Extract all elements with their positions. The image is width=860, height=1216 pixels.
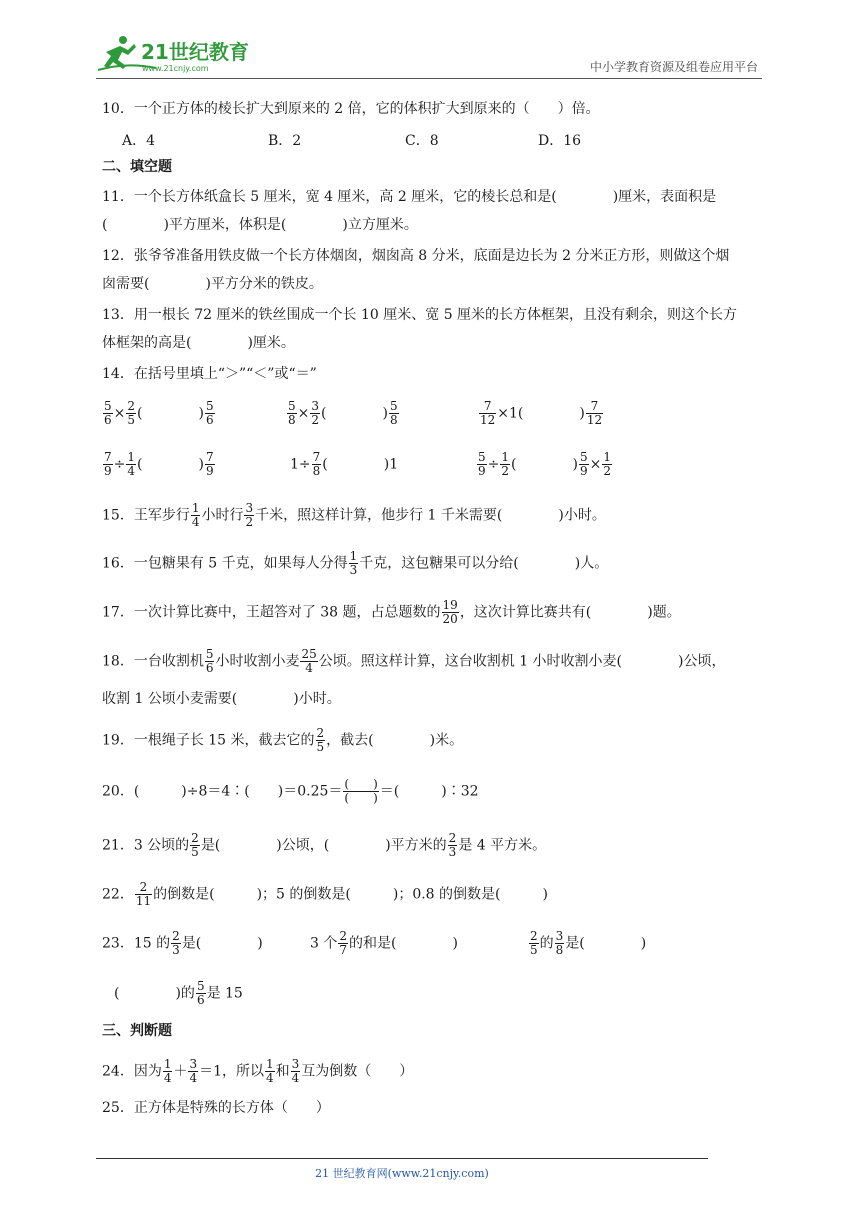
answer-blank[interactable]: ( ) [511,456,578,473]
logo-url: www.21cnjy.com [142,64,209,73]
answer-blank[interactable]: ( ) [137,405,204,422]
question-13-line2: 体框架的高是( )厘米。 [102,335,295,351]
question-22: 22． $\frac{2}{11}$ 的倒数是( )；5 的倒数是( )；0.8 的倒数是( ) [102,880,548,908]
question-18-line1: 18．一台收割机 $\frac{5}{6}$ 小时收割小麦 $\frac{25}{4}$ 公顷。照这样计算，这台收割机 1 小时收割小麦( )公顷， [102,647,726,675]
fraction: $\frac{2}{5}$ [316,726,325,754]
fraction: $\frac{7}{9}$ [205,450,214,478]
footer-divider [96,1158,708,1159]
question-25: 25．正方体是特殊的长方体（ ） [102,1100,330,1116]
fraction: $\frac{5}{8}$ [389,399,398,427]
fraction: $\frac{3}{4}$ [291,1057,300,1085]
q10-option-d: D．16 [538,133,582,149]
fraction: $\frac{7}{12}$ [586,399,603,427]
question-23-part1: 23．15 的 $\frac{2}{3}$ 是( ) [102,929,263,957]
question-24: 24．因为 $\frac{1}{4}$ ＋ $\frac{3}{4}$ ＝1，所以 $\frac{1}{4}$ 和 $\frac{3}{4}$ 互为倒数（ ） [102,1057,414,1085]
question-23-part2: 3 个 $\frac{2}{7}$ 的和是( ) [310,929,458,957]
fraction: $\frac{7}{9}$ [104,450,112,478]
question-18-line2: 收割 1 公顷小麦需要( )小时。 [102,691,341,707]
question-13-line1: 13．用一根长 72 厘米的铁丝围成一个长 10 厘米、宽 5 厘米的长方体框架，且没有剩余，则这个长方 [102,307,738,323]
question-16: 16．一包糖果有 5 千克，如果每人分得 $\frac{1}{3}$ 千克，这包糖果可以分给( )人。 [102,549,609,577]
fraction: $\frac{1}{3}$ [349,549,358,577]
question-20: 20．( )÷8＝4∶( )＝0.25＝ $\frac{( )}{( )}$ ＝( )∶32 [102,777,479,805]
question-10: 10．一个正方体的棱长扩大到原来的 2 倍，它的体积扩大到原来的（ ）倍。 [102,101,600,117]
fraction: $\frac{5}{6}$ [205,647,214,675]
question-19: 19．一根绳子长 15 米，截去它的 $\frac{2}{5}$ ，截去( )米。 [102,726,464,754]
question-23-part3: $\frac{2}{5}$ 的 $\frac{3}{8}$ 是( ) [530,929,647,957]
answer-blank[interactable]: ( ) [517,405,585,422]
q10-option-c: C．8 [405,133,439,149]
answer-blank[interactable]: ( ) [137,456,204,473]
fraction: $\frac{5}{6}$ [205,399,214,427]
q14-compare-5: 1÷ $\frac{7}{8}$ ( )1 [290,450,399,478]
fraction: $\frac{1}{2}$ [603,450,611,478]
fraction: $\frac{2}{5}$ [191,831,199,859]
fraction: $\frac{1}{2}$ [501,450,510,478]
fraction: $\frac{2}{11}$ [135,880,152,908]
fraction: $\frac{5}{6}$ [104,399,112,427]
fraction: $\frac{2}{5}$ [127,399,136,427]
page-header [96,32,762,79]
answer-blank[interactable]: ( ) [322,456,390,473]
answer-blank[interactable]: ( ) [321,405,388,422]
fraction: $\frac{1}{4}$ [191,501,200,529]
fraction: $\frac{5}{9}$ [579,450,588,478]
question-11-line2: ( )平方厘米，体积是( )立方厘米。 [102,217,418,233]
q10-option-a: A．4 [122,133,156,149]
question-12-line2: 囱需要( )平方分米的铁皮。 [102,276,323,292]
fraction: $\frac{7}{8}$ [312,450,321,478]
q14-compare-3: $\frac{7}{12}$ ×1( ) $\frac{7}{12}$ [480,399,603,427]
question-17: 17．一次计算比赛中，王超答对了 38 题，占总题数的 $\frac{19}{20}$ ，这次计算比赛共有( )题。 [102,598,681,626]
fraction: $\frac{2}{5}$ [530,929,538,957]
fraction: $\frac{2}{3}$ [172,929,180,957]
fraction: $\frac{3}{8}$ [555,929,564,957]
page-footer: 21 世纪教育网(www.21cnjy.com) [315,1167,489,1180]
fraction: $\frac{5}{8}$ [288,399,296,427]
fraction: $\frac{1}{4}$ [266,1057,274,1085]
fraction: $\frac{( )}{( )}$ [344,777,378,805]
q14-compare-4: $\frac{7}{9}$ ÷ $\frac{1}{4}$ ( ) $\frac{7}{9}$ [104,450,214,478]
question-21: 21．3 公顷的 $\frac{2}{5}$ 是( )公顷，( )平方米的 $\frac{2}{3}$ 是 4 平方米。 [102,831,547,859]
section-judgement-title: 三、判断题 [102,1023,172,1039]
section-fill-blank-title: 二、填空题 [102,159,172,175]
fraction: $\frac{5}{6}$ [196,979,205,1007]
fraction: $\frac{3}{2}$ [245,501,254,529]
fraction: $\frac{2}{3}$ [448,831,457,859]
q14-compare-2: $\frac{5}{8}$ × $\frac{3}{2}$ ( ) $\frac{5}{8}$ [288,399,398,427]
fraction: $\frac{19}{20}$ [442,598,458,626]
question-23-part4: ( )的 $\frac{5}{6}$ 是 15 [114,979,243,1007]
fraction: $\frac{7}{12}$ [480,399,496,427]
fraction: $\frac{5}{9}$ [478,450,486,478]
fraction: $\frac{1}{4}$ [163,1057,172,1085]
q14-compare-1: $\frac{5}{6}$ × $\frac{2}{5}$ ( ) $\frac{5}{6}$ [104,399,214,427]
fraction: $\frac{3}{2}$ [311,399,320,427]
question-15: 15．王军步行 $\frac{1}{4}$ 小时行 $\frac{3}{2}$ 千米，照这样计算，他步行 1 千米需要( )小时。 [102,501,606,529]
fraction: $\frac{1}{4}$ [127,450,136,478]
header-platform-text: 中小学教育资源及组卷应用平台 [589,60,758,74]
q14-compare-6: $\frac{5}{9}$ ÷ $\frac{1}{2}$ ( ) $\frac{5}{9}$ × $\frac{1}{2}$ [478,450,611,478]
logo-title: 21世纪教育 [141,40,249,64]
fraction: $\frac{3}{4}$ [189,1057,198,1085]
question-11-line1: 11．一个长方体纸盒长 5 厘米，宽 4 厘米，高 2 厘米，它的棱长总和是( )厘米，表面积是 [102,189,717,205]
question-14: 14．在括号里填上“＞”“＜”或“＝” [102,366,317,382]
question-12-line1: 12．张爷爷准备用铁皮做一个长方体烟囱，烟囱高 8 分米，底面是边长为 2 分米正方形，则做这个烟 [102,248,730,264]
site-logo [96,34,266,74]
fraction: $\frac{2}{7}$ [339,929,347,957]
q10-option-b: B．2 [268,133,302,149]
fraction: $\frac{25}{4}$ [301,647,317,675]
